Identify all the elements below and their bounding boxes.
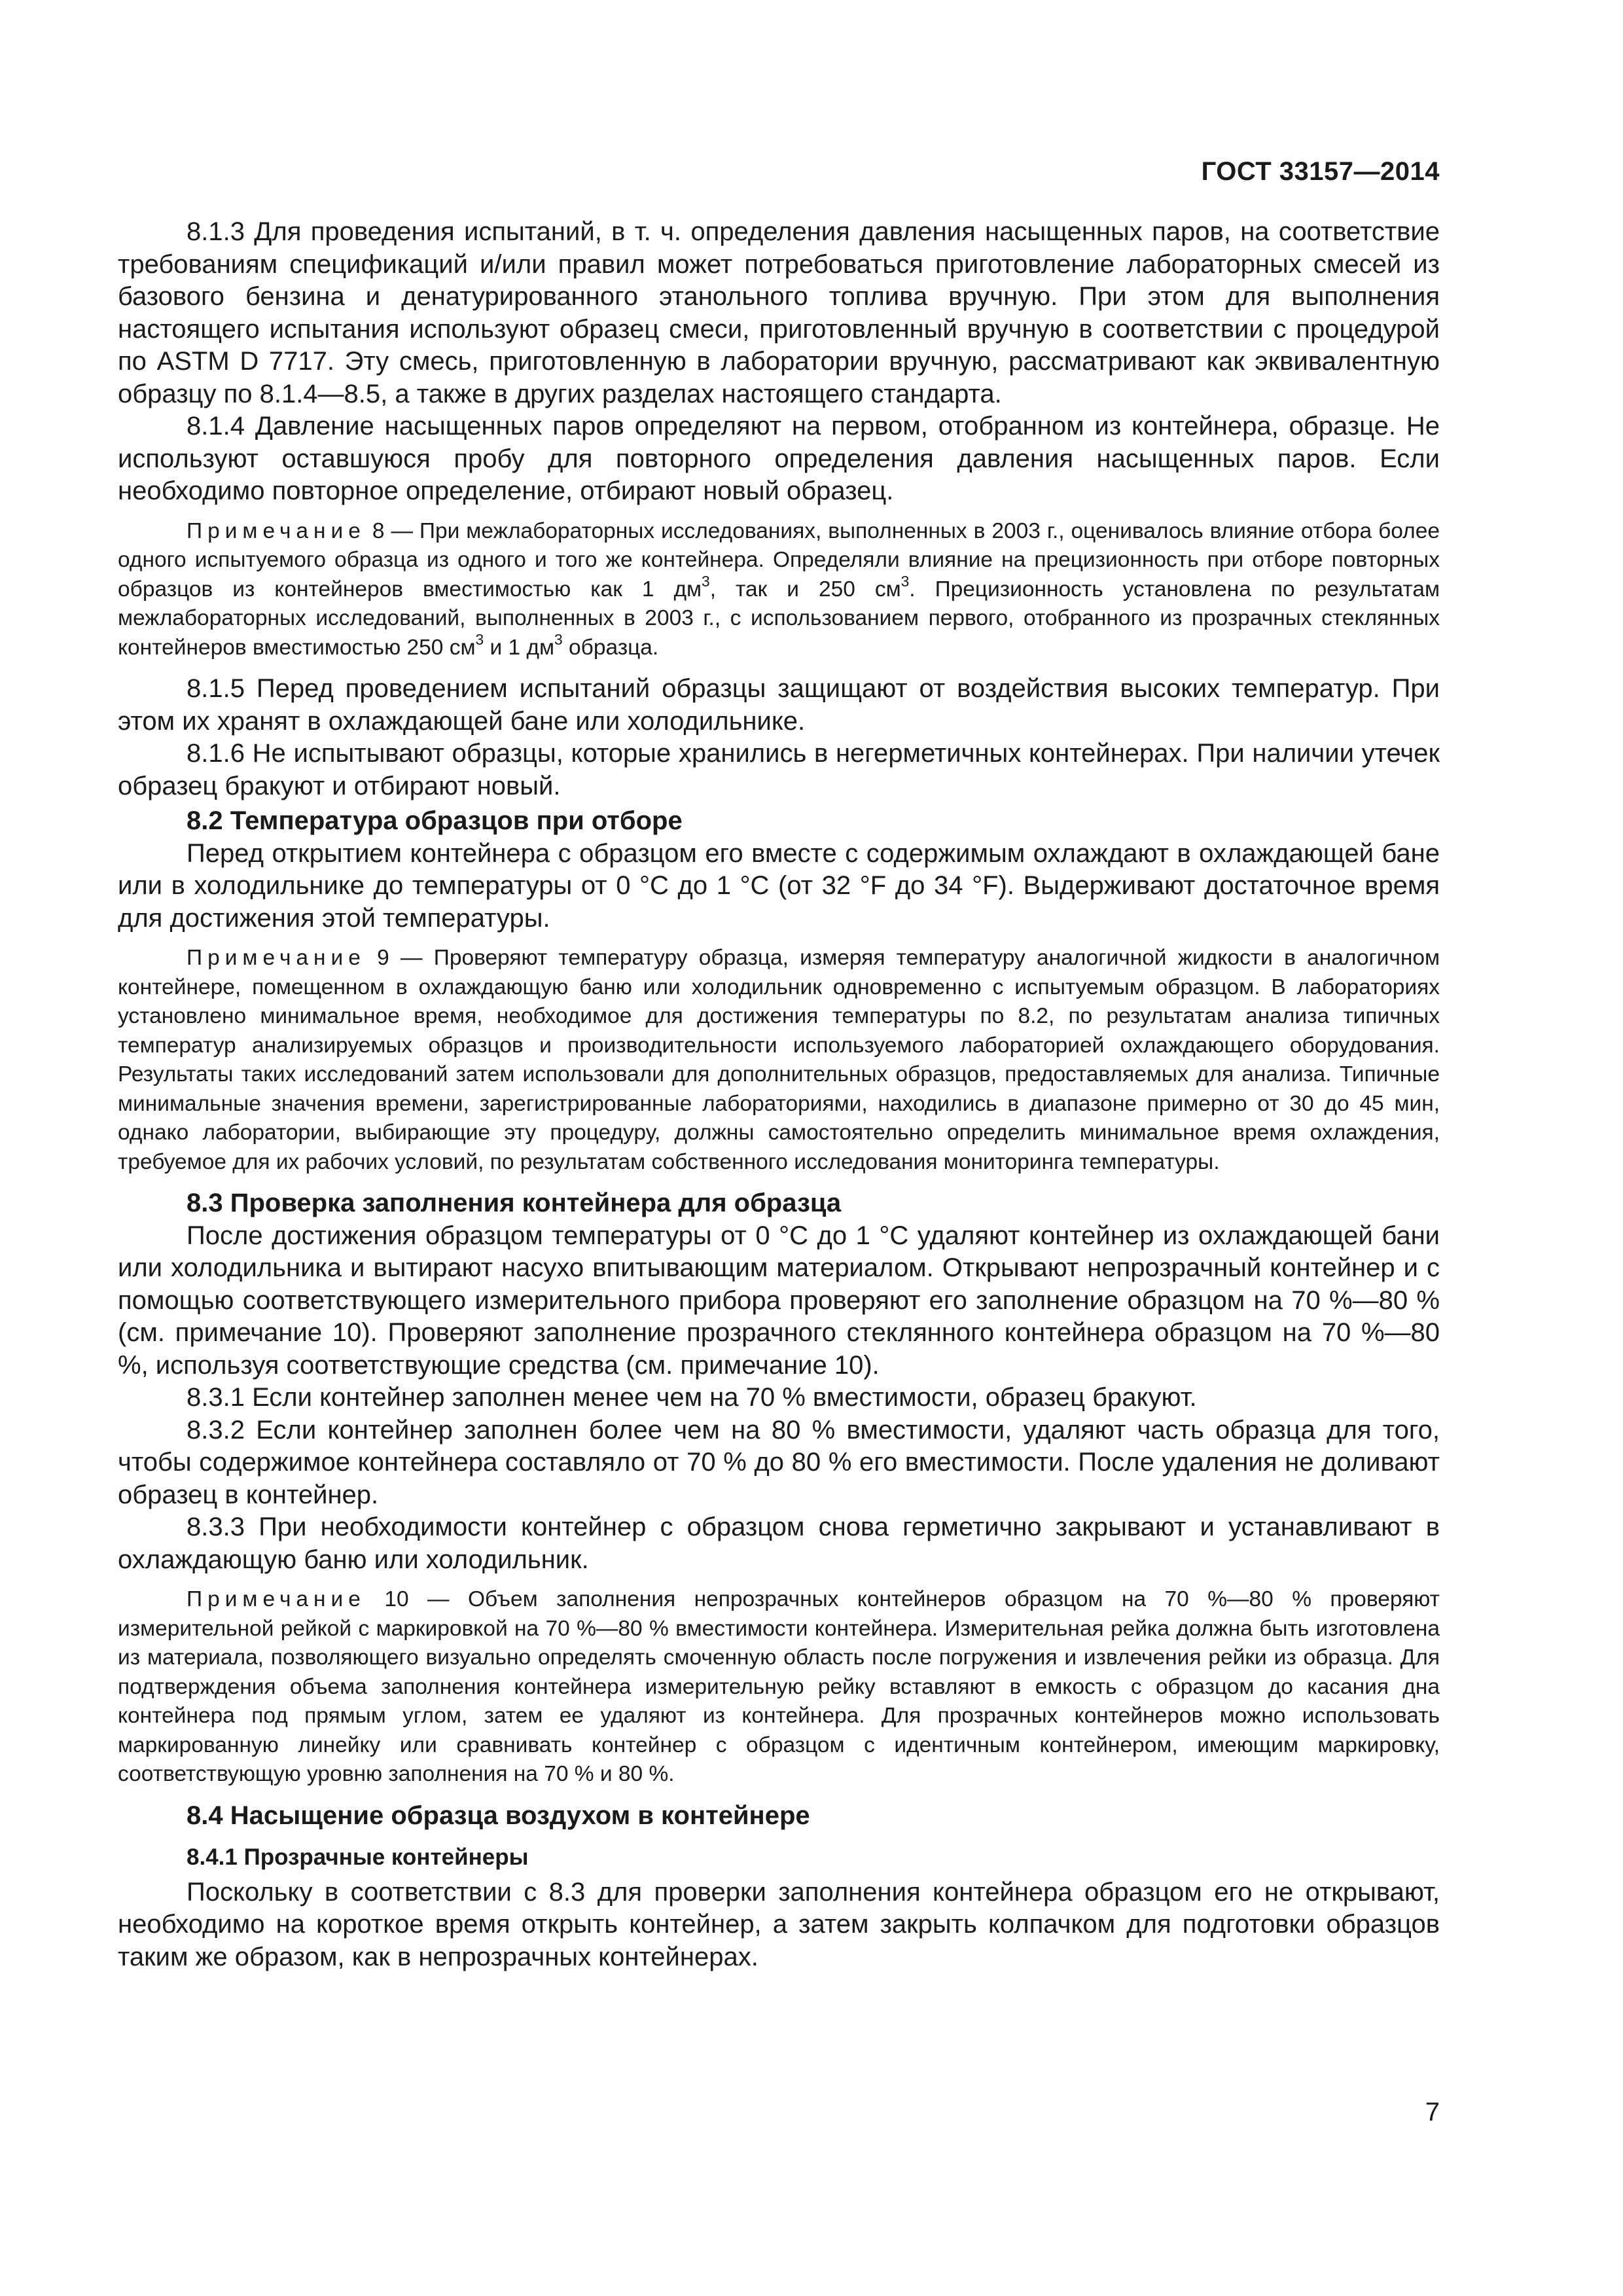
paragraph-8-1-3: 8.1.3 Для проведения испытаний, в т. ч. определения давления насыщенных паров, на соответствие требованиям спецификаций и/или правил может потребоваться приготовление лабораторных смесей из базового бензина и денатурированного этанольного топлива вручную. При этом для выполнения настоящего испытания используют образец смеси, приготовленный вручную в соответствии с процедурой по ASTM D 7717. Эту смесь, приготовленную в лаборатории вручную, рассматривают как эквивалентную образцу по 8.1.4—8.5, а также в других разделах настоящего стандарта. <box>118 217 1440 408</box>
paragraph-8-1-5: 8.1.5 Перед проведением испытаний образцы защищают от воздействия высоких температур. При этом их хранят в охлаждающей бане или холодильнике. <box>118 674 1440 736</box>
paragraph-8-2: Перед открытием контейнера с образцом его вместе с содержимым охлаждают в охлаждающей бане или в холодильнике до температуры от 0 °С до 1 °С (от 32 °F до 34 °F). Выдерживают достаточное время для достижения этой температуры. <box>118 838 1440 933</box>
paragraph-8-3-1: 8.3.1 Если контейнер заполнен менее чем на 70 % вместимости, образец бракуют. <box>187 1383 1197 1412</box>
paragraph-8-3-3: 8.3.3 При необходимости контейнер с образцом снова герметично закрывают и устанавливают в охлаждающую баню или холодильник. <box>118 1513 1440 1574</box>
note-label: Примечание <box>187 946 366 970</box>
paragraph-8-3-2: 8.3.2 Если контейнер заполнен более чем на 80 % вместимости, удаляют часть образца для того, чтобы содержимое контейнера составляло от 70 % до 80 % его вместимости. После удаления не доливают образец в контейнер. <box>118 1415 1440 1509</box>
page-number: 7 <box>1425 2098 1440 2126</box>
paragraph-8-1-6: 8.1.6 Не испытывают образцы, которые хранились в негерметичных контейнерах. При наличии утечек образец бракуют и отбирают новый. <box>118 739 1440 800</box>
document-code-header: ГОСТ 33157—2014 <box>1201 157 1440 186</box>
heading-8-4-1: 8.4.1 Прозрачные контейнеры <box>187 1844 529 1870</box>
paragraph-8-1-4: 8.1.4 Давление насыщенных паров определяют на первом, отобранном из контейнера, образце. Не используют оставшуюся пробу для повторного определения давления насыщенных паров. Если необходимо повторное определение, отбирают новый образец. <box>118 412 1440 505</box>
note-label: Примечание <box>187 1587 366 1611</box>
heading-8-2: 8.2 Температура образцов при отборе <box>187 806 683 835</box>
note-10: Примечание 10 — Объем заполнения непрозрачных контейнеров образцом на 70 %—80 % проверяют измерительной рейкой с маркировкой на 70 %—80 % вместимости контейнера. Измерительная рейка должна быть изготовлена из материала, позволяющего визуально определять смоченную область после погружения и извлечения рейки из образца. Для подтверждения объема заполнения контейнера измерительную рейку вставляют в емкость с образцом до касания дна контейнера под прямым углом, затем ее удаляют из контейнера. Для прозрачных контейнеров можно использовать маркированную линейку или сравнивать контейнер с образцом с идентичным контейнером, имеющим маркировку, соответствующую уровню заполнения на 70 % и 80 %. <box>118 1587 1440 1786</box>
heading-8-3: 8.3 Проверка заполнения контейнера для образца <box>187 1189 842 1217</box>
note-9: Примечание 9 — Проверяют температуру образца, измеряя температуру аналогичной жидкости в аналогичном контейнере, помещенном в охлаждающую баню или холодильник одновременно с испытуемым образцом. В лабораториях установлено минимальное время, необходимое для достижения температуры по 8.2, по результатам анализа типичных температур анализируемых образцов и производительности используемого лабораторией охлаждающего оборудования. Результаты таких исследований затем использовали для дополнительных образцов, предоставляемых для анализа. Типичные минимальные значения времени, зарегистрированные лабораториями, находились в диапазоне примерно от 30 до 45 мин, однако лаборатории, выбирающие эту процедуру, должны самостоятельно определить минимальное время охлаждения, требуемое для их рабочих условий, по результатам собственного исследования мониторинга температуры. <box>118 946 1440 1174</box>
paragraph-8-3: После достижения образцом температуры от 0 °С до 1 °С удаляют контейнер из охлаждающей бани или холодильника и вытирают насухо впитывающим материалом. Открывают непрозрачный контейнер и с помощью соответствующего измерительного прибора проверяют его заполнение образцом на 70 %—80 % (см. примечание 10). Проверяют заполнение прозрачного стеклянного контейнера образцом на 70 %—80 %, используя соответствующие средства (см. примечание 10). <box>118 1221 1440 1380</box>
page-content <box>118 216 1440 1973</box>
heading-8-4: 8.4 Насыщение образца воздухом в контейнере <box>187 1801 810 1830</box>
note-8: Примечание 8 — При межлабораторных исследованиях, выполненных в 2003 г., оценивалось влияние отбора более одного испытуемого образца из одного и того же контейнера. Определяли влияние на прецизионность при отборе повторных образцов из контейнеров вместимостью как 1 $дм^3$, так и 250 $см^3$. Прецизионность установлена по результатам межлабораторных исследований, выполненных в 2003 г., с использованием первого, отобранного из прозрачных стеклянных контейнеров вместимостью 250 $см^3$ и 1 $дм^3$ образца. <box>118 518 1440 660</box>
paragraph-8-4-1: Поскольку в соответствии с 8.3 для проверки заполнения контейнера образцом его не открывают, необходимо на короткое время открыть контейнер, а затем закрыть колпачком для подготовки образцов таким же образом, как в непрозрачных контейнерах. <box>118 1877 1440 1971</box>
note-label: Примечание <box>187 518 366 543</box>
